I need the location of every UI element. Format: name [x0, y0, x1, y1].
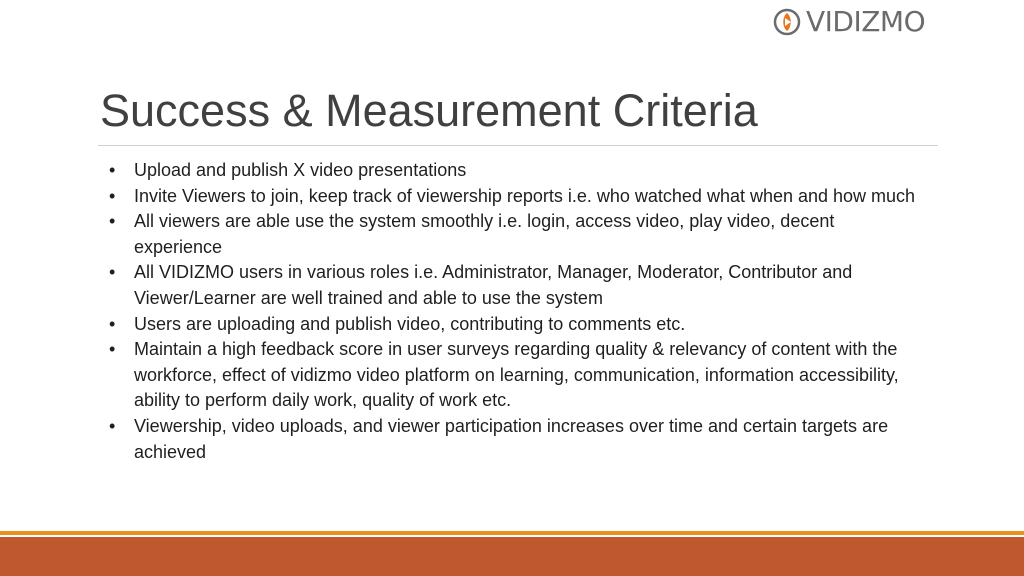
- criteria-item: • Maintain a high feedback score in user surveys regarding quality & relevancy of content with the workforce, effect of vidizmo video platform on learning, communication, information accessibility, ability to perform daily work, quality of work etc.: [107, 337, 927, 414]
- footer-accent-line: [0, 531, 1024, 535]
- title-divider: [98, 145, 938, 146]
- logo-wordmark: VIDIZMO: [806, 5, 926, 38]
- vidizmo-logo: [772, 5, 925, 39]
- criteria-item: • All VIDIZMO users in various roles i.e. Administrator, Manager, Moderator, Contributor and Viewer/Learner are well trained and able to use the system: [107, 260, 927, 311]
- footer-bar: [0, 537, 1024, 576]
- slide-title: Success & Measurement Criteria: [100, 85, 758, 136]
- criteria-item: • Upload and publish X video presentations: [107, 158, 927, 184]
- criteria-item: • All viewers are able use the system smoothly i.e. login, access video, play video, decent experience: [107, 209, 927, 260]
- criteria-item: • Viewership, video uploads, and viewer participation increases over time and certain targets are achieved: [107, 414, 927, 465]
- criteria-item: • Users are uploading and publish video, contributing to comments etc.: [107, 312, 927, 338]
- criteria-item: • Invite Viewers to join, keep track of viewership reports i.e. who watched what when and how much: [107, 184, 927, 210]
- criteria-list: [107, 158, 927, 465]
- vidizmo-logo-icon: [772, 7, 802, 37]
